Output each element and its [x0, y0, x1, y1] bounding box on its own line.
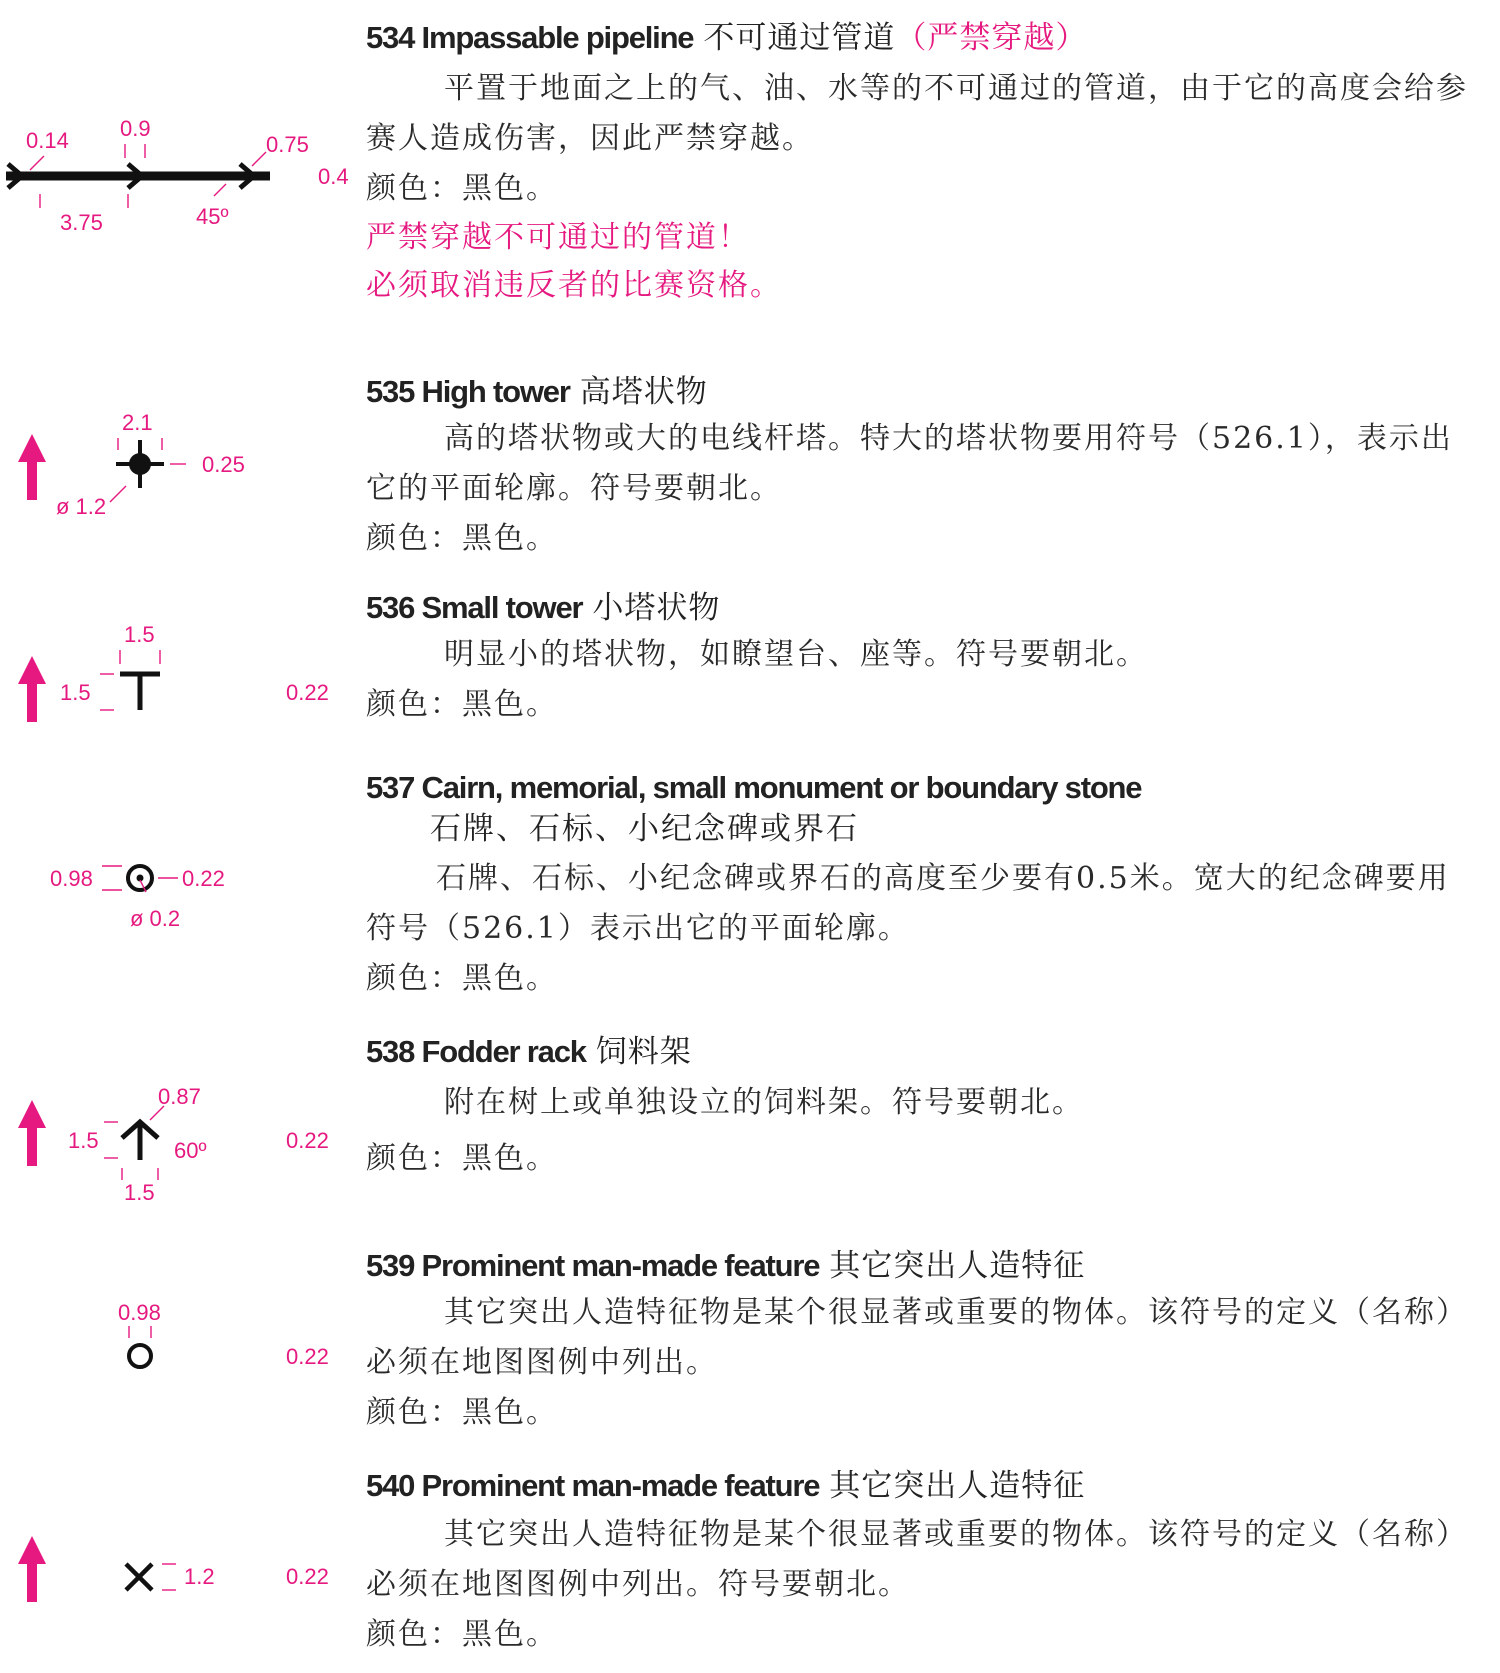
- description: 高的塔状物或大的电线杆塔。特大的塔状物要用符号（526.1），表示出它的平面轮廓。符号要朝北。: [366, 421, 1453, 506]
- entry-538: [0, 1032, 1500, 1222]
- entry-534: [0, 18, 1500, 348]
- color-note: 颜色：黑色。: [366, 521, 558, 556]
- label-repeat-distance: 3.75: [60, 210, 103, 235]
- label-dot-diameter: ø 1.2: [56, 494, 107, 519]
- description: 石牌、石标、小纪念碑或界石的高度至少要有0.5米。宽大的纪念碑要用符号（526.1）表示出它的平面轮廓。: [366, 861, 1450, 946]
- cairn-symbol: [0, 768, 360, 1008]
- label-line-width: 0.22: [286, 1564, 329, 1589]
- symbol-code: 534: [366, 20, 415, 55]
- entry-537: [0, 768, 1500, 1008]
- title-en: Prominent man-made feature: [421, 1248, 820, 1283]
- color-note: 颜色：黑色。: [366, 171, 558, 206]
- color-note: 颜色：黑色。: [366, 1141, 558, 1176]
- label-angle: 60º: [174, 1138, 207, 1163]
- title-cn: 其它突出人造特征: [829, 1468, 1086, 1504]
- label-line-width: 0.22: [286, 680, 329, 705]
- label-line-width: 0.22: [286, 1128, 329, 1153]
- title-cn: 小塔状物: [592, 590, 721, 626]
- entry-539-text: [366, 1246, 1480, 1438]
- entry-537-text: [366, 768, 1480, 1004]
- small-tower-symbol: [0, 588, 360, 738]
- label-cross-size: 1.2: [184, 1564, 215, 1589]
- symbol-code: 535: [366, 374, 415, 409]
- north-arrow-icon: [18, 1100, 46, 1166]
- man-made-feature-circle-symbol: [0, 1246, 360, 1446]
- description: 平置于地面之上的气、油、水等的不可通过的管道，由于它的高度会给参赛人造成伤害，因此严禁穿越。: [366, 71, 1468, 156]
- entry-title: [366, 588, 1480, 628]
- man-made-feature-cross-symbol: [0, 1466, 360, 1666]
- title-en: Prominent man-made feature: [421, 1468, 820, 1503]
- north-arrow-icon: [18, 434, 46, 500]
- north-arrow-icon: [18, 656, 46, 722]
- impassable-pipeline-symbol: [0, 18, 360, 348]
- label-arm-length: 0.87: [158, 1084, 201, 1109]
- color-note: 颜色：黑色。: [366, 1617, 558, 1652]
- title-en: Small tower: [421, 590, 583, 625]
- symbol-code: 538: [366, 1034, 415, 1069]
- warning-line-1: 严禁穿越不可通过的管道！: [366, 220, 750, 255]
- entry-title: [366, 768, 1480, 808]
- entry-540: [0, 1466, 1500, 1666]
- label-height: 1.5: [60, 680, 91, 705]
- entry-538-text: [366, 1032, 1480, 1184]
- title-cn: 高塔状物: [579, 374, 708, 410]
- label-line-width: 0.14: [26, 128, 69, 153]
- entry-534-text: [366, 18, 1480, 310]
- symbol-code: 537: [366, 770, 415, 805]
- title-cn: 饲料架: [595, 1034, 692, 1070]
- title-en: High tower: [421, 374, 570, 409]
- entry-title: [366, 1246, 1480, 1286]
- entry-535: [0, 372, 1500, 562]
- color-note: 颜色：黑色。: [366, 961, 558, 996]
- warning-line-2: 必须取消违反者的比赛资格。: [366, 268, 782, 303]
- entry-540-text: [366, 1466, 1480, 1660]
- description: 明显小的塔状物，如瞭望台、座等。符号要朝北。: [444, 637, 1148, 672]
- entry-title: [366, 1032, 1480, 1072]
- label-arrow-length: 0.75: [266, 132, 309, 157]
- description: 其它突出人造特征物是某个很显著或重要的物体。该符号的定义（名称）必须在地图图例中列出。符号要朝北。: [366, 1517, 1468, 1602]
- label-top-width: 1.5: [124, 622, 155, 647]
- label-tower-size: 2.1: [122, 410, 153, 435]
- label-circle-diameter: 0.98: [50, 866, 93, 891]
- title-warning: （严禁穿越）: [895, 20, 1088, 56]
- entry-536: [0, 588, 1500, 738]
- entry-title: [366, 18, 1480, 58]
- color-note: 颜色：黑色。: [366, 687, 558, 722]
- title-en: Cairn, memorial, small monument or boundary stone: [421, 770, 1142, 805]
- label-line-width: 0.22: [286, 1344, 329, 1369]
- entry-title: [366, 1466, 1480, 1506]
- entry-535-text: [366, 372, 1480, 564]
- label-arrow-spacing: 0.9: [120, 116, 151, 141]
- label-line-width: 0.25: [202, 452, 245, 477]
- label-angle: 45º: [196, 204, 229, 229]
- label-dot-diameter: ø 0.2: [130, 906, 181, 931]
- description: 附在树上或单独设立的饲料架。符号要朝北。: [444, 1085, 1084, 1120]
- entry-536-text: [366, 588, 1480, 730]
- title-en: Impassable pipeline: [421, 20, 694, 55]
- entry-539: [0, 1246, 1500, 1446]
- label-circle-diameter: 0.98: [118, 1300, 161, 1325]
- fodder-rack-symbol: [0, 1032, 360, 1222]
- symbol-code: 539: [366, 1248, 415, 1283]
- title-cn: 其它突出人造特征: [829, 1248, 1086, 1284]
- description: 其它突出人造特征物是某个很显著或重要的物体。该符号的定义（名称）必须在地图图例中列出。: [366, 1295, 1468, 1380]
- title-en: Fodder rack: [421, 1034, 586, 1069]
- label-arrow-width: 0.4: [318, 164, 349, 189]
- north-arrow-icon: [18, 1536, 46, 1602]
- symbol-code: 540: [366, 1468, 415, 1503]
- symbol-code: 536: [366, 590, 415, 625]
- title-cn: 不可通过管道: [703, 20, 896, 56]
- title-cn: 石牌、石标、小纪念碑或界石: [430, 811, 859, 847]
- entry-title: [366, 372, 1480, 412]
- label-width: 1.5: [124, 1180, 155, 1205]
- label-line-width: 0.22: [182, 866, 225, 891]
- color-note: 颜色：黑色。: [366, 1395, 558, 1430]
- high-tower-symbol: [0, 372, 360, 562]
- label-height: 1.5: [68, 1128, 99, 1153]
